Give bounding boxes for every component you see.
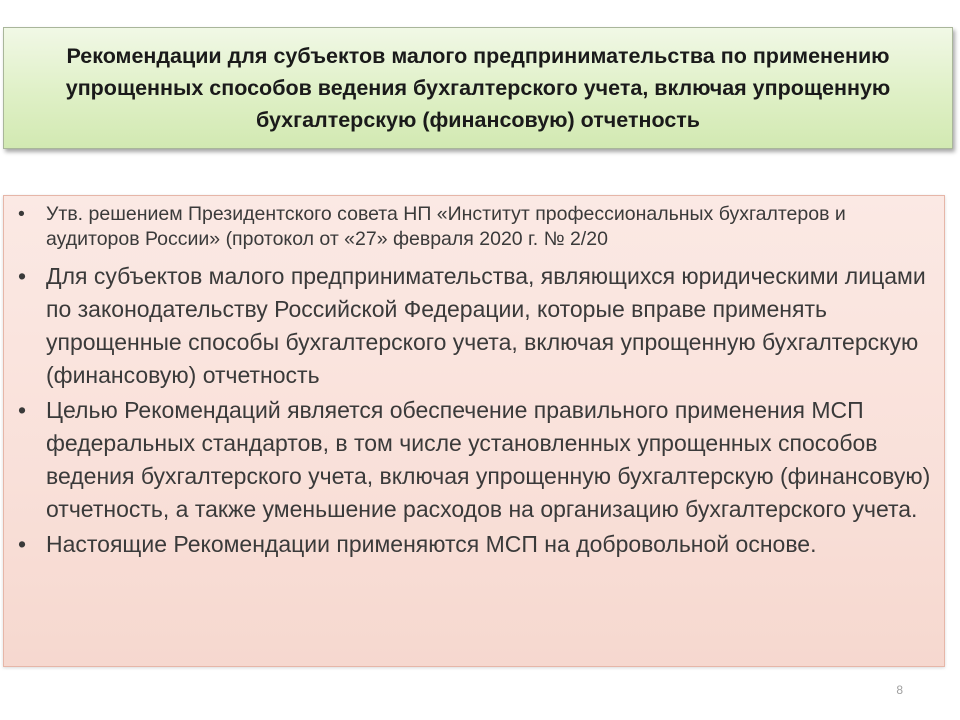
title-banner: [3, 27, 953, 149]
bullet-text: Утв. решением Президентского совета НП «Институт профессиональных бухгалтеров и аудиторов России» (протокол от «27» февраля 2020 г. № 2/20: [46, 203, 846, 250]
bullet-text: Целью Рекомендаций является обеспечение правильного применения МСП федеральных стандартов, в том числе установленных упрощенных способов ведения бухгалтерского учета, включая упрощенную бухгалтерскую (финансовую) отчетность, а также уменьшение расходов на организацию бухгалтерского учета.: [46, 397, 931, 522]
bullet-item-approval: [18, 202, 936, 252]
bullet-item-goal: [18, 394, 936, 526]
bullet-item-scope: [18, 260, 936, 392]
bullet-text: Для субъектов малого предпринимательства, являющихся юридическими лицами по законодательству Российской Федерации, которые вправе применять упрощенные способы бухгалтерского учета, включая упрощенную бухгалтерскую (финансовую) отчетность: [46, 263, 926, 388]
bullet-text: Настоящие Рекомендации применяются МСП на добровольной основе.: [46, 531, 817, 557]
bullet-item-voluntary: [18, 528, 936, 561]
page-number: 8: [896, 683, 903, 697]
bullet-icon: •: [18, 531, 27, 557]
bullet-icon: •: [18, 203, 25, 225]
bullet-icon: •: [18, 263, 27, 289]
slide-title: Рекомендации для субъектов малого предпринимательства по применению упрощенных способов ведения бухгалтерского учета, включая упрощенную бухгалтерскую (финансовую) отчетность: [65, 44, 891, 132]
bullet-list: [4, 196, 944, 561]
bullet-icon: •: [18, 397, 27, 423]
content-panel: [3, 195, 945, 667]
